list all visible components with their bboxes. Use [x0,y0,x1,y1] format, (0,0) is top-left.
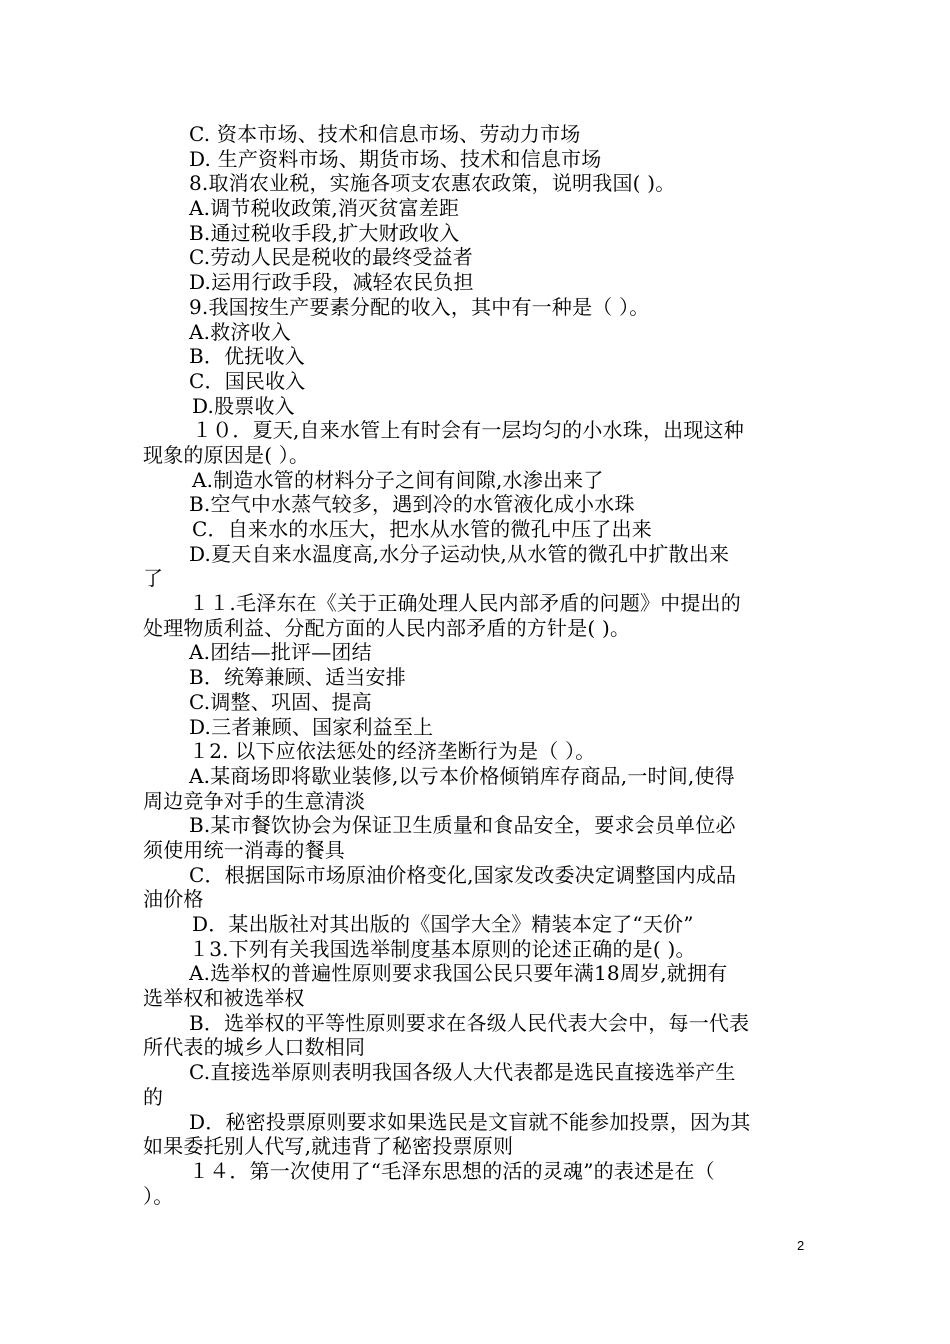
text-line: C. 资本市场、技术和信息市场、劳动力市场 [189,122,581,146]
page-number: 2 [797,1238,805,1253]
question-line: １０．夏天,自来水管上有时会有一层均匀的小水珠，出现这种 [192,418,744,443]
option-line: A.制造水管的材料分子之间有间隙,水渗出来了 [192,467,604,492]
option-line: A.救济收入 [189,319,292,344]
option-line: D.三者兼顾、国家利益至上 [189,714,434,739]
option-line: C.调整、巩固、提高 [189,689,372,714]
option-line: B．优抚收入 [189,344,305,369]
question-line: １１.毛泽东在《关于正确处理人民内部矛盾的问题》中提出的 [189,591,741,616]
question-line: １3.下列有关我国选举制度基本原则的论述正确的是( )。 [189,936,696,961]
option-line: B．选举权的平等性原则要求在各级人民代表大会中，每一代表 [189,1010,750,1035]
option-line: 须使用统一消毒的餐具 [143,837,345,862]
question-line: 处理物质利益、分配方面的人民内部矛盾的方针是( )。 [143,615,631,640]
option-line: B．统筹兼顾、适当安排 [189,665,406,690]
question-line: １４．第一次使用了“毛泽东思想的活的灵魂”的表述是在（ [189,1158,715,1183]
option-line: 油价格 [143,887,204,912]
option-line: A.团结—批评—团结 [189,640,372,665]
option-line: C．国民收入 [189,368,306,393]
option-line: 如果委托别人代写,就违背了秘密投票原则 [143,1134,514,1159]
option-line: 的 [143,1084,164,1109]
question-line: 8.取消农业税，实施各项支农惠农政策，说明我国( )。 [189,171,676,196]
option-line: 所代表的城乡人口数相同 [143,1035,366,1060]
option-line: C．自来水的水压大，把水从水管的微孔中压了出来 [192,517,652,541]
option-line: C．根据国际市场原油价格变化,国家发改委决定调整国内成品 [189,862,737,887]
question-line: 9.我国按生产要素分配的收入，其中有一种是（ ）。 [189,294,650,319]
question-line: 现象的原因是( ）。 [143,442,310,467]
option-line: B.某市餐饮协会为保证卫生质量和食品安全，要求会员单位必 [189,813,736,838]
page-content [143,122,809,1208]
option-line: C.直接选举原则表明我国各级人大代表都是选民直接选举产生 [189,1060,736,1085]
option-line: 周边竞争对手的生意清淡 [143,788,366,813]
option-line: D.夏天自来水温度高,水分子运动快,从水管的微孔中扩散出来 [189,541,730,566]
option-line: C.劳动人民是税收的最终受益者 [189,245,473,270]
option-line: D．秘密投票原则要求如果选民是文盲就不能参加投票，因为其 [189,1109,751,1134]
option-line: D.股票收入 [192,393,295,418]
option-line: A.调节税收政策,消灭贫富差距 [189,196,460,221]
text-line: D. 生产资料市场、期货市场、技术和信息市场 [189,146,602,171]
option-line: B.空气中水蒸气较多，遇到冷的水管液化成小水珠 [189,492,635,517]
option-line: 选举权和被选举权 [143,986,305,1011]
question-line: １2. 以下应依法惩处的经济垄断行为是（ ）。 [189,739,596,764]
option-line: 了 [143,566,164,591]
option-line: A.某商场即将歇业装修,以亏本价格倾销库存商品,一时间,使得 [189,763,735,788]
option-line: A.选举权的普遍性原则要求我国公民只要年满18周岁,就拥有 [189,961,728,986]
option-line: B.通过税收手段,扩大财政收入 [189,220,460,245]
option-line: D．某出版社对其出版的《国学大全》精装本定了“天价” [192,912,694,936]
question-line: ）。 [143,1183,174,1208]
option-line: D.运用行政手段，减轻农民负担 [189,270,474,295]
